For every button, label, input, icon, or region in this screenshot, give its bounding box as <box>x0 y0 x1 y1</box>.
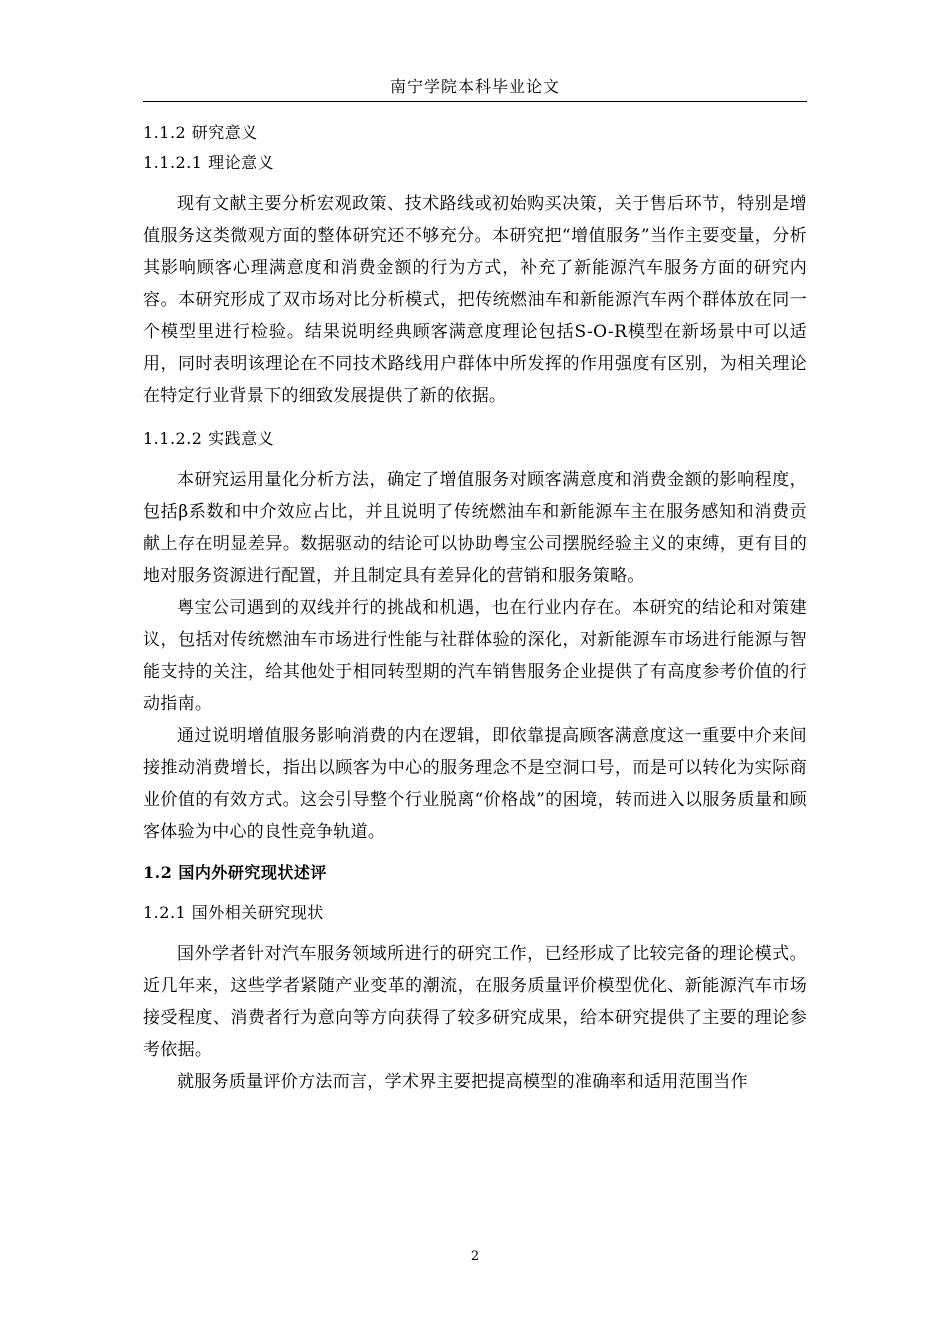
paragraph-foreign-2: 就服务质量评价方法而言，学术界主要把提高模型的准确率和适用范围当作 <box>177 1072 748 1092</box>
paragraph-practice-1: 本研究运用量化分析方法，确定了增值服务对顾客满意度和消费金额的影响程度，包括β系数和中介效应占比，并且说明了传统燃油车和新能源车主在服务感知和消费贡献上存在明显差异。数据驱动的结论可以协助粤宝公司摆脱经验主义的束缚，更有目的地对服务资源进行配置，并且制定具有差异化的营销和服务策略。 <box>143 470 807 586</box>
header-rule <box>143 101 807 102</box>
paragraph-theory-significance: 现有文献主要分析宏观政策、技术路线或初始购买决策，关于售后环节，特别是增值服务这类微观方面的整体研究还不够充分。本研究把“增值服务”当作主要变量，分析其影响顾客心理满意度和消费金额的行为方式，补充了新能源汽车服务方面的研究内容。本研究形成了双市场对比分析模式，把传统燃油车和新能源汽车两个群体放在同一个模型里进行检验。结果说明经典顾客满意度理论包括S-O-R模型在新场景中可以适用，同时表明该理论在不同技术路线用户群体中所发挥的作用强度有区别，为相关理论在特定行业背景下的细致发展提供了新的依据。 <box>143 194 807 406</box>
section-heading-1-1-2-1: 1.1.2.1 理论意义 <box>143 153 275 172</box>
section-heading-1-2-1: 1.2.1 国外相关研究现状 <box>143 903 324 922</box>
page-content <box>143 118 807 1098</box>
paragraph-practice-3: 通过说明增值服务影响消费的内在逻辑，即依靠提高顾客满意度这一重要中介来间接推动消费增长，指出以顾客为中心的服务理念不是空洞口号，而是可以转化为实际商业价值的有效方式。这会引导整个行业脱离“价格战”的困境，转而进入以服务质量和顾客体验为中心的良性竞争轨道。 <box>143 726 807 842</box>
section-heading-1-1-2: 1.1.2 研究意义 <box>143 123 258 142</box>
running-header: 南宁学院本科毕业论文 <box>389 77 560 96</box>
page-number: 2 <box>470 1249 480 1264</box>
section-heading-1-1-2-2: 1.1.2.2 实践意义 <box>143 429 275 448</box>
section-heading-1-2: 1.2 国内外研究现状述评 <box>143 863 327 882</box>
paragraph-practice-2: 粤宝公司遇到的双线并行的挑战和机遇，也在行业内存在。本研究的结论和对策建议，包括对传统燃油车市场进行性能与社群体验的深化，对新能源车市场进行能源与智能支持的关注，给其他处于相同转型期的汽车销售服务企业提供了有高度参考价值的行动指南。 <box>143 598 807 714</box>
paragraph-foreign-1: 国外学者针对汽车服务领域所进行的研究工作，已经形成了比较完备的理论模式。近几年来，这些学者紧随产业变革的潮流，在服务质量评价模型优化、新能源汽车市场接受程度、消费者行为意向等方向获得了较多研究成果，给本研究提供了主要的理论参考依据。 <box>143 944 807 1060</box>
